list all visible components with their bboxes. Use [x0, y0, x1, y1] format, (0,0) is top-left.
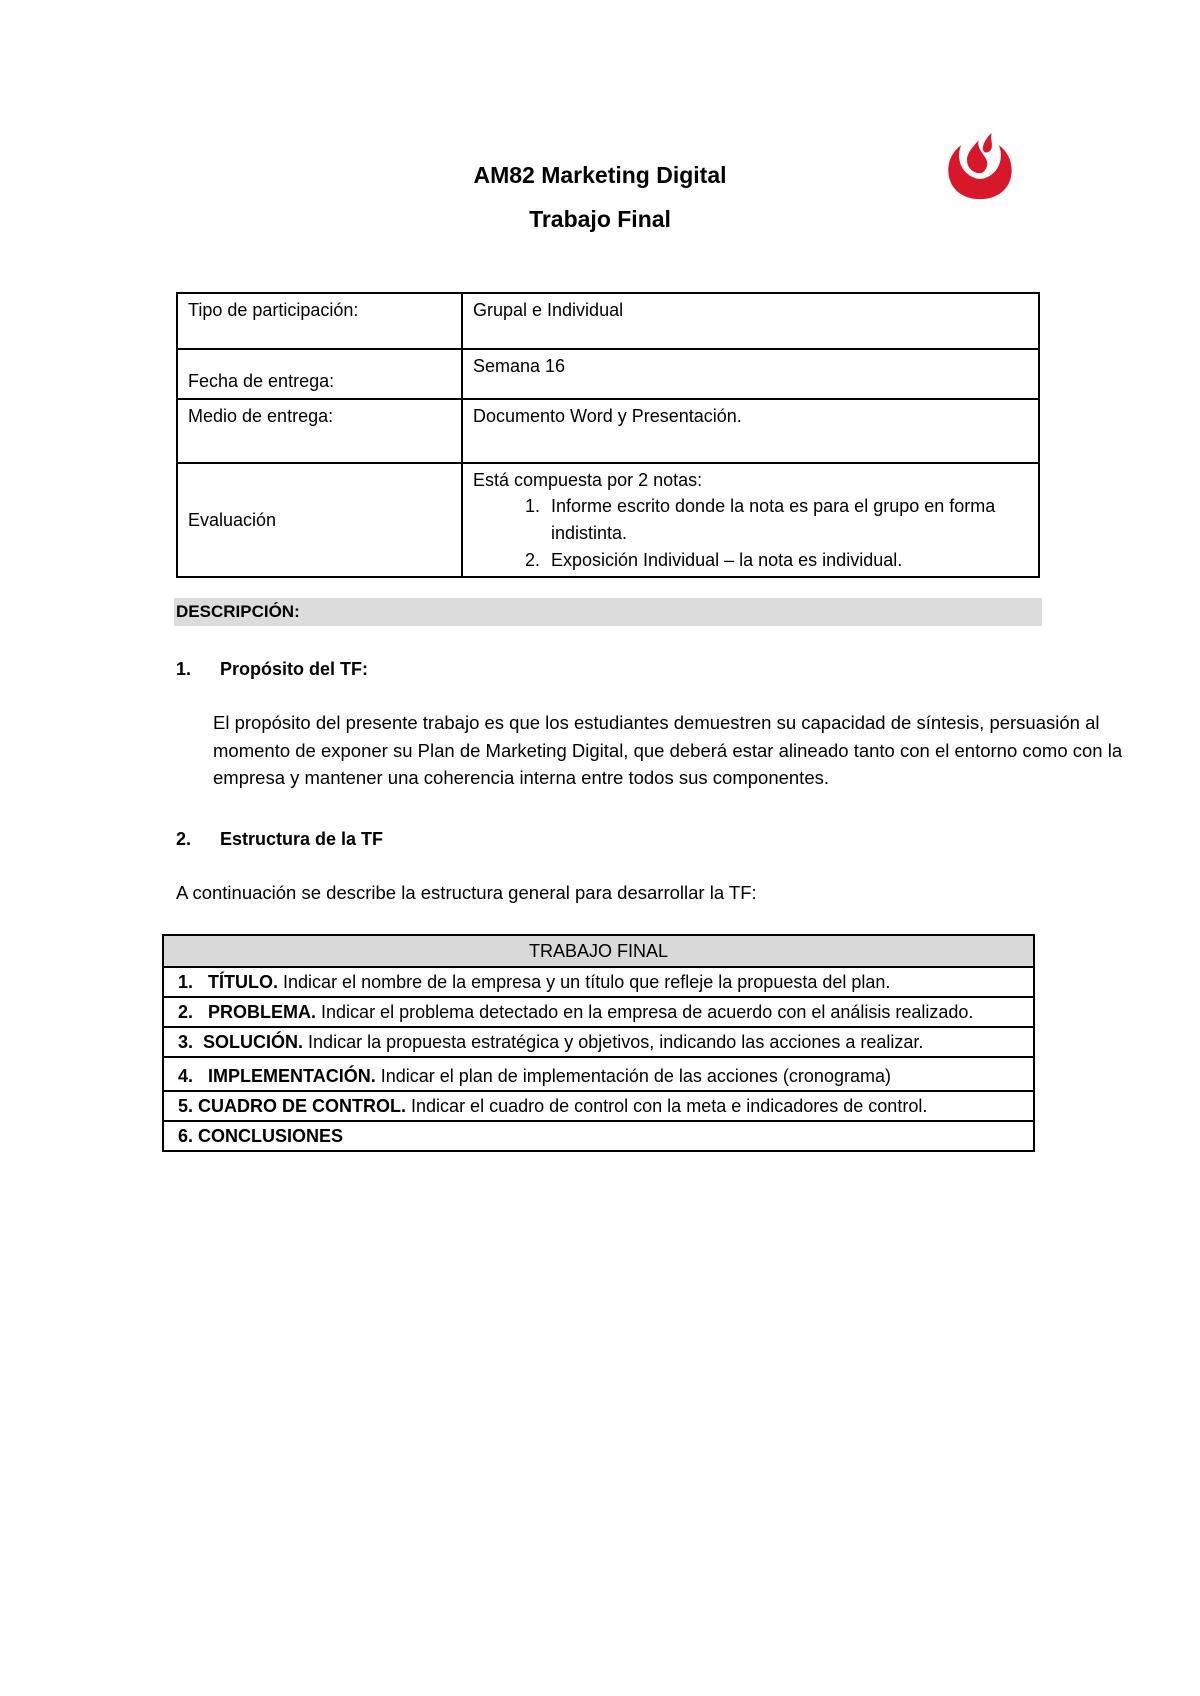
- table-row: [163, 1057, 1034, 1091]
- info-value: Semana 16: [462, 349, 1039, 399]
- table-cell: [163, 997, 1034, 1027]
- info-label: Evaluación: [177, 463, 462, 577]
- section-title: Propósito del TF:: [220, 659, 368, 679]
- row-number: 1.: [178, 972, 194, 992]
- section-number: 2.: [176, 829, 192, 849]
- row-text: Indicar la propuesta estratégica y objetivos, indicando las acciones a realizar.: [303, 1032, 924, 1052]
- row-number: 4.: [178, 1066, 194, 1086]
- info-value: Grupal e Individual: [462, 293, 1039, 349]
- section-number: 1.: [176, 659, 192, 679]
- info-row: [177, 399, 1039, 463]
- info-label: Tipo de participación:: [177, 293, 462, 349]
- info-row: [177, 349, 1039, 399]
- evaluation-cell: [462, 463, 1039, 577]
- section-heading: [176, 659, 368, 680]
- table-row: [163, 1091, 1034, 1121]
- table-cell: [163, 1121, 1034, 1151]
- row-number: 6.: [178, 1126, 194, 1146]
- row-key: PROBLEMA.: [208, 1002, 317, 1022]
- row-number: 2.: [178, 1002, 194, 1022]
- document-title: Trabajo Final: [529, 206, 671, 232]
- info-row: [177, 293, 1039, 349]
- row-key: IMPLEMENTACIÓN.: [208, 1066, 376, 1086]
- table-cell: [163, 967, 1034, 997]
- table-row: [163, 967, 1034, 997]
- row-text: Indicar el nombre de la empresa y un título que refleje la propuesta del plan.: [278, 972, 891, 992]
- table-row: [163, 1121, 1034, 1151]
- info-row: [177, 463, 1039, 577]
- table-cell: [163, 1091, 1034, 1121]
- structure-table: [162, 934, 1035, 1152]
- row-key: SOLUCIÓN.: [203, 1032, 304, 1052]
- section-heading: [176, 829, 383, 850]
- table-row: [163, 997, 1034, 1027]
- row-key: CONCLUSIONES: [198, 1126, 344, 1146]
- list-item: 1. Informe escrito donde la nota es para el grupo en forma indistinta.: [545, 493, 1028, 547]
- section-paragraph: A continuación se describe la estructura general para desarrollar la TF:: [176, 882, 757, 903]
- info-table: [176, 292, 1040, 578]
- evaluation-intro: Está compuesta por 2 notas:: [473, 470, 703, 490]
- info-label: Fecha de entrega:: [177, 349, 462, 399]
- row-text: Indicar el problema detectado en la empresa de acuerdo con el análisis realizado.: [316, 1002, 974, 1022]
- evaluation-list: [473, 493, 1028, 574]
- table-header-row: [163, 935, 1034, 967]
- table-cell: [163, 1057, 1034, 1091]
- course-title: AM82 Marketing Digital: [473, 162, 727, 188]
- row-number: 3.: [178, 1032, 194, 1052]
- description-heading: DESCRIPCIÓN:: [174, 598, 1042, 626]
- row-text: Indicar el plan de implementación de las acciones (cronograma): [375, 1066, 891, 1086]
- section-title: Estructura de la TF: [220, 829, 384, 849]
- row-key: TÍTULO.: [208, 972, 279, 992]
- row-text: Indicar el cuadro de control con la meta e indicadores de control.: [406, 1096, 928, 1116]
- section-paragraph: El propósito del presente trabajo es que los estudiantes demuestren su capacidad de síntesis, persuasión al momento de exponer su Plan de Marketing Digital, que deberá estar alineado tanto con el entorno como con la empresa y mantener una coherencia interna entre todos sus componentes.: [213, 712, 1123, 788]
- info-label: Medio de entrega:: [177, 399, 462, 463]
- table-row: [163, 1027, 1034, 1057]
- table-cell: [163, 1027, 1034, 1057]
- info-value: Documento Word y Presentación.: [462, 399, 1039, 463]
- row-key: CUADRO DE CONTROL.: [198, 1096, 407, 1116]
- list-item: 2. Exposición Individual – la nota es individual.: [545, 547, 1028, 574]
- row-number: 5.: [178, 1096, 194, 1116]
- table-header: TRABAJO FINAL: [163, 935, 1034, 967]
